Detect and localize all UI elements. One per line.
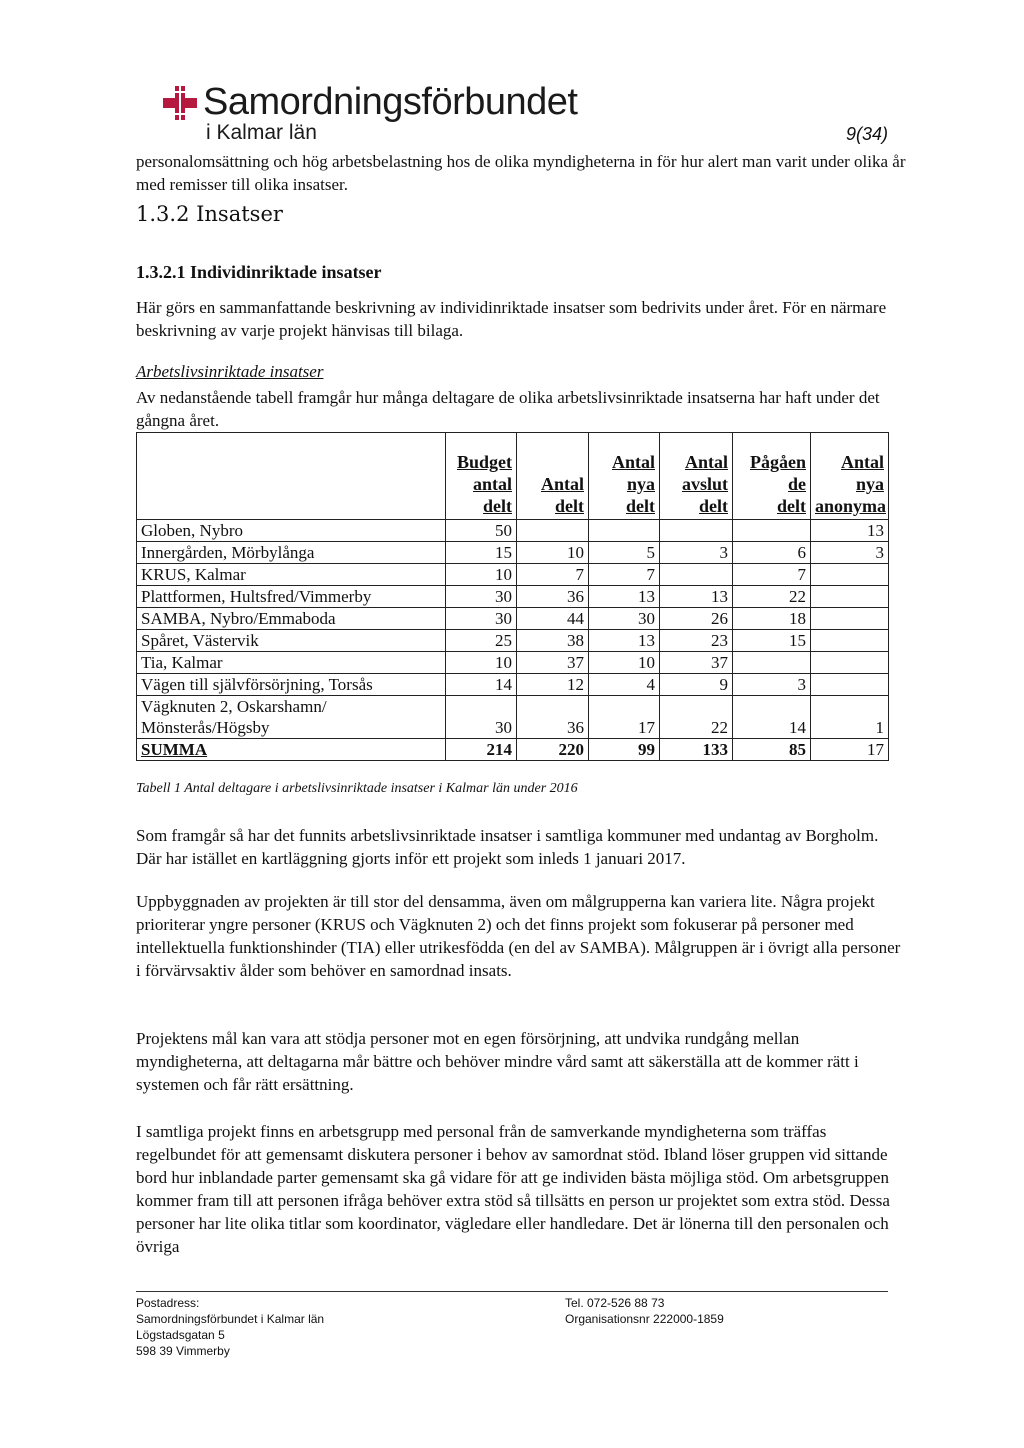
total-cell: 133 [660, 739, 733, 761]
header-project [137, 433, 446, 520]
table-row [137, 608, 889, 630]
cell: 37 [660, 652, 733, 674]
cell: 1 [811, 696, 889, 739]
footer-phone: Tel. 072-526 88 73 [565, 1296, 665, 1310]
cell [811, 586, 889, 608]
cell: 36 [517, 696, 589, 739]
cell: 50 [446, 520, 517, 542]
header-antal-delt: Antal delt [517, 433, 589, 520]
total-cell: 85 [733, 739, 811, 761]
subsection-heading: 1.3.2.1 Individinriktade insatser [136, 262, 382, 282]
cell: 10 [517, 542, 589, 564]
logo-icon [163, 86, 197, 120]
cell: 10 [589, 652, 660, 674]
table-row [137, 630, 889, 652]
total-cell: 17 [811, 739, 889, 761]
section-heading: 1.3.2 Insatser [136, 202, 283, 226]
footer-label: Postadress: [136, 1296, 200, 1310]
cell: 10 [446, 564, 517, 586]
row-name: Vägknuten 2, Oskarshamn/ Mönsterås/Högsby [137, 696, 446, 739]
cell: 38 [517, 630, 589, 652]
table-row [137, 520, 889, 542]
cell: 30 [446, 696, 517, 739]
header-budget: Budget antal delt [446, 433, 517, 520]
cell: 26 [660, 608, 733, 630]
table-header-row [137, 433, 889, 520]
paragraph: Som framgår så har det funnits arbetslivsinriktade insatser i samtliga kommuner med undantag av Borgholm. Där har istället en kartläggning gjorts inför ett projekt som inleds 1 januari 2017. [136, 826, 879, 868]
table-row [137, 542, 889, 564]
org-region: i Kalmar län [206, 121, 317, 144]
footer-city: 598 39 Vimmerby [136, 1344, 230, 1358]
cell [811, 608, 889, 630]
footer-orgnr: Organisationsnr 222000-1859 [565, 1312, 724, 1326]
cell [733, 520, 811, 542]
cell: 37 [517, 652, 589, 674]
cell: 7 [589, 564, 660, 586]
cell: 23 [660, 630, 733, 652]
cell: 3 [811, 542, 889, 564]
cell: 9 [660, 674, 733, 696]
row-name: Globen, Nybro [137, 520, 446, 542]
cell [811, 630, 889, 652]
cell: 7 [733, 564, 811, 586]
cell: 22 [660, 696, 733, 739]
cell [811, 674, 889, 696]
header-antal-nya: Antal nya delt [589, 433, 660, 520]
table-row [137, 696, 889, 739]
cell: 4 [589, 674, 660, 696]
paragraph: Uppbyggnaden av projekten är till stor del densamma, även om målgrupperna kan variera lite. Några projekt prioriterar yngre personer (KRUS och Vägknuten 2) och det finns projekt som fokuserar på personer med intellektuella funktionshinder (TIA) eller utrikesfödda (en del av SAMBA). Målgruppen är i övrigt alla personer i förvärvsaktiv ålder som behöver en samordnad insats. [136, 892, 901, 980]
footer-street: Lögstadsgatan 5 [136, 1328, 225, 1342]
cell: 15 [446, 542, 517, 564]
row-name: Plattformen, Hultsfred/Vimmerby [137, 586, 446, 608]
total-cell: 99 [589, 739, 660, 761]
total-label: SUMMA [137, 739, 446, 761]
cell: 18 [733, 608, 811, 630]
cell: 13 [589, 586, 660, 608]
table-total-row [137, 739, 889, 761]
header-antal-avslut: Antal avslut delt [660, 433, 733, 520]
total-cell: 220 [517, 739, 589, 761]
cell [589, 520, 660, 542]
table-caption: Tabell 1 Antal deltagare i arbetslivsinriktade insatser i Kalmar län under 2016 [136, 781, 578, 796]
footer-org: Samordningsförbundet i Kalmar län [136, 1312, 325, 1326]
row-name: KRUS, Kalmar [137, 564, 446, 586]
paragraph: Projektens mål kan vara att stödja personer mot en egen försörjning, att undvika rundgång mellan myndigheterna, att deltagarna mår bättre och behöver mindre vård samt att säkerställa att de kommer rätt i systemen och får rätt ersättning. [136, 1029, 859, 1094]
table-row [137, 586, 889, 608]
cell: 14 [733, 696, 811, 739]
cell: 30 [589, 608, 660, 630]
cell [811, 564, 889, 586]
cell [660, 564, 733, 586]
row-name: Innergården, Mörbylånga [137, 542, 446, 564]
cell: 3 [733, 674, 811, 696]
footer-divider [136, 1291, 888, 1292]
cell: 36 [517, 586, 589, 608]
cell: 30 [446, 586, 517, 608]
cell: 30 [446, 608, 517, 630]
row-name: Spåret, Västervik [137, 630, 446, 652]
cell: 13 [811, 520, 889, 542]
cell: 10 [446, 652, 517, 674]
cell: 14 [446, 674, 517, 696]
subsection-text: Här görs en sammanfattande beskrivning av individinriktade insatser som bedrivits under året. För en närmare beskrivning av varje projekt hänvisas till bilaga. [136, 298, 887, 340]
footer-contact [565, 1295, 724, 1327]
cell: 25 [446, 630, 517, 652]
participants-table [136, 432, 889, 761]
footer-address [136, 1295, 324, 1359]
page-number: 9(34) [845, 124, 888, 144]
paragraph: I samtliga projekt finns en arbetsgrupp med personal från de samverkande myndigheterna som träffas regelbundet för att gemensamt diskutera personer i behov av samordnat stöd. Ibland löser gruppen vid sittande bord hur inblandade parter gemensamt ska gå vidare för att ge individen bästa möjliga stöd. Om arbetsgruppen kommer fram till att personen ifråga behöver extra stöd så tillsätts en person ur projektet som extra stöd. Dessa personer har lite olika titlar som koordinator, vägledare eller handledare. Det är lönerna till den personalen och övriga [136, 1122, 890, 1256]
table-intro: Av nedanstående tabell framgår hur många deltagare de olika arbetslivsinriktade insatserna har haft under det gångna året. [136, 388, 880, 430]
cell: 12 [517, 674, 589, 696]
cell [660, 520, 733, 542]
cell: 5 [589, 542, 660, 564]
row-name: Tia, Kalmar [137, 652, 446, 674]
total-cell: 214 [446, 739, 517, 761]
cell [811, 652, 889, 674]
cell: 13 [660, 586, 733, 608]
cell: 17 [589, 696, 660, 739]
cell: 13 [589, 630, 660, 652]
cell [733, 652, 811, 674]
cell: 22 [733, 586, 811, 608]
intro-paragraph: personalomsättning och hög arbetsbelastning hos de olika myndigheterna in för hur alert man varit under olika år med remisser till olika insatser. [136, 152, 906, 194]
table-row [137, 674, 889, 696]
table-row [137, 564, 889, 586]
cell: 3 [660, 542, 733, 564]
header-anonyma: Antal nya anonyma [811, 433, 889, 520]
header-pagaende: Pågåen de delt [733, 433, 811, 520]
cell: 15 [733, 630, 811, 652]
cell: 6 [733, 542, 811, 564]
table-row [137, 652, 889, 674]
row-name: Vägen till självförsörjning, Torsås [137, 674, 446, 696]
cell: 7 [517, 564, 589, 586]
org-name: Samordningsförbundet [203, 81, 578, 123]
row-name: SAMBA, Nybro/Emmaboda [137, 608, 446, 630]
sub-subheading: Arbetslivsinriktade insatser [136, 362, 324, 381]
cell: 44 [517, 608, 589, 630]
cell [517, 520, 589, 542]
